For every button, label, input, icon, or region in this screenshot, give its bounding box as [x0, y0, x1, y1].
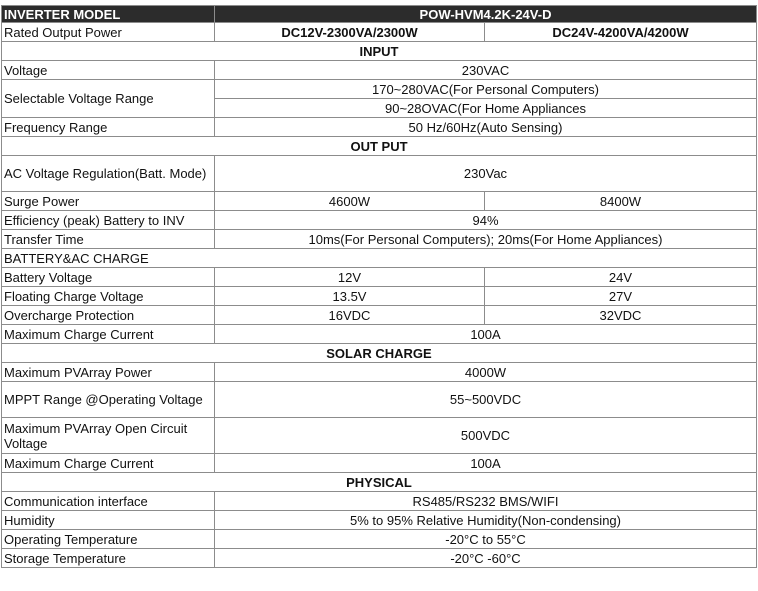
pv-power-row	[2, 363, 757, 382]
section-title-physical: PHYSICAL	[2, 473, 757, 492]
operating-temp-label: Operating Temperature	[2, 530, 215, 549]
section-solar	[2, 344, 757, 363]
input-voltage-value: 230VAC	[215, 61, 757, 80]
transfer-time-value: 10ms(For Personal Computers); 20ms(For Home Appliances)	[215, 230, 757, 249]
ac-regulation-row	[2, 156, 757, 192]
rated-output-12v: DC12V-2300VA/2300W	[215, 23, 485, 42]
rated-output-24v: DC24V-4200VA/4200W	[485, 23, 757, 42]
humidity-value: 5% to 95% Relative Humidity(Non-condensing)	[215, 511, 757, 530]
inverter-model-value: POW-HVM4.2K-24V-D	[215, 6, 757, 23]
surge-power-label: Surge Power	[2, 192, 215, 211]
pv-open-circuit-value: 500VDC	[215, 418, 757, 454]
floating-charge-label: Floating Charge Voltage	[2, 287, 215, 306]
section-physical	[2, 473, 757, 492]
overcharge-24v: 32VDC	[485, 306, 757, 325]
floating-charge-12v: 13.5V	[215, 287, 485, 306]
inverter-model-label: INVERTER MODEL	[2, 6, 215, 23]
ac-regulation-value: 230Vac	[215, 156, 757, 192]
frequency-value: 50 Hz/60Hz(Auto Sensing)	[215, 118, 757, 137]
communication-label: Communication interface	[2, 492, 215, 511]
voltage-range-home: 90~28OVAC(For Home Appliances	[215, 99, 757, 118]
battery-voltage-24v: 24V	[485, 268, 757, 287]
ac-max-charge-label: Maximum Charge Current	[2, 325, 215, 344]
efficiency-value: 94%	[215, 211, 757, 230]
storage-temp-value: -20°C -60°C	[215, 549, 757, 568]
section-battery	[2, 249, 757, 268]
input-voltage-row	[2, 61, 757, 80]
pv-open-circuit-label: Maximum PVArray Open Circuit Voltage	[2, 418, 215, 454]
operating-temp-value: -20°C to 55°C	[215, 530, 757, 549]
frequency-row	[2, 118, 757, 137]
inverter-spec-table	[1, 5, 757, 568]
battery-voltage-label: Battery Voltage	[2, 268, 215, 287]
communication-row	[2, 492, 757, 511]
voltage-range-label: Selectable Voltage Range	[2, 80, 215, 118]
input-voltage-label: Voltage	[2, 61, 215, 80]
frequency-label: Frequency Range	[2, 118, 215, 137]
surge-power-12v: 4600W	[215, 192, 485, 211]
section-output	[2, 137, 757, 156]
overcharge-row	[2, 306, 757, 325]
section-title-output: OUT PUT	[2, 137, 757, 156]
rated-output-row	[2, 23, 757, 42]
efficiency-row	[2, 211, 757, 230]
ac-max-charge-row	[2, 325, 757, 344]
pv-open-circuit-row	[2, 418, 757, 454]
surge-power-24v: 8400W	[485, 192, 757, 211]
pv-power-value: 4000W	[215, 363, 757, 382]
ac-max-charge-value: 100A	[215, 325, 757, 344]
storage-temp-row	[2, 549, 757, 568]
battery-voltage-12v: 12V	[215, 268, 485, 287]
section-input	[2, 42, 757, 61]
storage-temp-label: Storage Temperature	[2, 549, 215, 568]
floating-charge-row	[2, 287, 757, 306]
voltage-range-pc: 170~280VAC(For Personal Computers)	[215, 80, 757, 99]
humidity-row	[2, 511, 757, 530]
ac-regulation-label: AC Voltage Regulation(Batt. Mode)	[2, 156, 215, 192]
transfer-time-label: Transfer Time	[2, 230, 215, 249]
table-header-row	[2, 6, 757, 23]
operating-temp-row	[2, 530, 757, 549]
communication-value: RS485/RS232 BMS/WIFI	[215, 492, 757, 511]
solar-max-charge-value: 100A	[215, 454, 757, 473]
mppt-range-value: 55~500VDC	[215, 382, 757, 418]
mppt-range-label: MPPT Range @Operating Voltage	[2, 382, 215, 418]
solar-max-charge-label: Maximum Charge Current	[2, 454, 215, 473]
solar-max-charge-row	[2, 454, 757, 473]
surge-power-row	[2, 192, 757, 211]
overcharge-label: Overcharge Protection	[2, 306, 215, 325]
battery-voltage-row	[2, 268, 757, 287]
humidity-label: Humidity	[2, 511, 215, 530]
floating-charge-24v: 27V	[485, 287, 757, 306]
pv-power-label: Maximum PVArray Power	[2, 363, 215, 382]
section-title-input: INPUT	[2, 42, 757, 61]
efficiency-label: Efficiency (peak) Battery to INV	[2, 211, 215, 230]
rated-output-label: Rated Output Power	[2, 23, 215, 42]
section-title-battery: BATTERY&AC CHARGE	[2, 249, 757, 268]
section-title-solar: SOLAR CHARGE	[2, 344, 757, 363]
voltage-range-row-1	[2, 80, 757, 99]
overcharge-12v: 16VDC	[215, 306, 485, 325]
transfer-time-row	[2, 230, 757, 249]
mppt-range-row	[2, 382, 757, 418]
